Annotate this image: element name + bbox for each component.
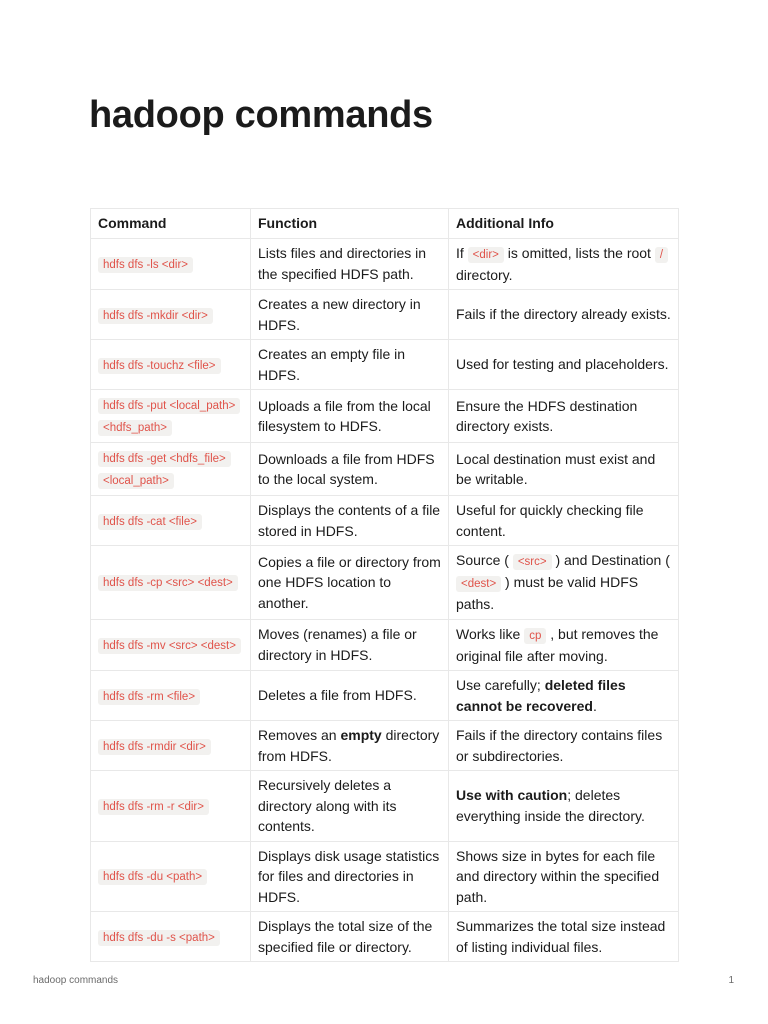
text-segment: Displays disk usage statistics for files and directories in HDFS. [258,847,440,905]
command-cell [91,238,251,290]
page-number: 1 [728,975,734,986]
command-code: hdfs dfs -mkdir <dir> [98,308,213,324]
text-segment: directory. [456,266,513,283]
function-cell [251,340,449,390]
text-segment: Useful for quickly checking file content. [456,502,644,539]
header-command: Command [91,209,251,239]
command-code: hdfs dfs -put <local_path> <hdfs_path> [98,398,240,436]
text-segment: Works like [456,625,525,642]
inline-code: / [655,247,668,263]
command-code: hdfs dfs -rm -r <dir> [98,799,209,815]
table-row [91,496,679,546]
function-cell [251,443,449,496]
table-row [91,390,679,443]
table-row [91,619,679,671]
bold-text: Use with caution [456,787,568,804]
command-cell [91,619,251,671]
command-code: hdfs dfs -touchz <file> [98,358,221,374]
commands-table [90,208,679,962]
table-row [91,771,679,842]
text-segment: ; deletes everything inside the directory. [456,787,645,824]
function-cell [251,290,449,340]
info-cell [449,290,679,340]
info-cell [449,671,679,721]
text-segment: Lists files and directories in the specified HDFS path. [258,245,427,282]
text-segment: Ensure the HDFS destination directory exists. [456,397,638,434]
command-code: hdfs dfs -mv <src> <dest> [98,638,241,654]
text-segment: Fails if the directory already exists. [456,306,671,323]
text-segment: Shows size in bytes for each file and directory within the specified path. [456,847,660,905]
command-cell [91,671,251,721]
command-code: hdfs dfs -rm <file> [98,689,200,705]
text-segment: , but removes the original file after moving. [456,625,659,664]
info-cell [449,546,679,620]
command-code: hdfs dfs -get <hdfs_file> <local_path> [98,451,231,489]
inline-code: <dest> [456,576,501,592]
table-row [91,290,679,340]
text-segment: Moves (renames) a file or directory in HDFS. [258,626,417,663]
text-segment: Recursively deletes a directory along with its contents. [258,777,397,834]
header-function: Function [251,209,449,239]
table-row [91,238,679,290]
text-segment: Displays the total size of the specified file or directory. [258,918,433,955]
info-cell [449,496,679,546]
text-segment: Uploads a file from the local filesystem to HDFS. [258,397,431,434]
info-cell [449,841,679,912]
text-segment: Used for testing and placeholders. [456,356,669,373]
command-cell [91,912,251,962]
info-cell [449,390,679,443]
command-code: hdfs dfs -du -s <path> [98,930,220,946]
function-cell [251,546,449,620]
page-title: hadoop commands [89,94,433,136]
text-segment: Local destination must exist and be writable. [456,450,656,487]
command-code: hdfs dfs -rmdir <dir> [98,739,211,755]
table-row [91,443,679,496]
text-segment: Downloads a file from HDFS to the local system. [258,450,435,487]
text-segment: Source ( [456,552,513,568]
text-segment: If [456,244,468,261]
table-row [91,671,679,721]
text-segment: Summarizes the total size instead of listing individual files. [456,918,666,955]
text-segment: Removes an [258,727,341,743]
header-additional-info: Additional Info [449,209,679,239]
table-header-row [91,209,679,239]
function-cell [251,390,449,443]
text-segment: ) must be valid HDFS paths. [456,574,639,612]
command-cell [91,390,251,443]
command-cell [91,496,251,546]
command-cell [91,443,251,496]
function-cell [251,841,449,912]
info-cell [449,771,679,842]
table-row [91,721,679,771]
text-segment: is omitted, lists the root [503,244,655,261]
command-code: hdfs dfs -cat <file> [98,514,202,530]
function-cell [251,771,449,842]
function-cell [251,721,449,771]
command-code: hdfs dfs -du <path> [98,869,207,885]
command-cell [91,290,251,340]
function-cell [251,912,449,962]
text-segment: . [592,697,597,714]
table-row [91,912,679,962]
info-cell [449,238,679,290]
command-cell [91,721,251,771]
text-segment: directory from HDFS. [258,727,440,764]
footer-doc-title: hadoop commands [33,975,119,986]
bold-text: deleted files cannot be recovered [456,677,626,714]
inline-code: <dir> [468,247,504,263]
command-cell [91,340,251,390]
function-cell [251,671,449,721]
function-cell [251,619,449,671]
command-cell [91,841,251,912]
text-segment: Displays the contents of a file stored in HDFS. [258,502,441,539]
function-cell [251,496,449,546]
table-body [91,238,679,962]
command-code: hdfs dfs -ls <dir> [98,257,193,273]
text-segment: Use carefully; [456,677,545,693]
info-cell [449,340,679,390]
text-segment: Deletes a file from HDFS. [258,687,417,704]
text-segment: Fails if the directory contains files or subdirectories. [456,727,663,764]
bold-text: empty [340,727,382,743]
table-row [91,546,679,620]
inline-code: <src> [513,554,552,570]
info-cell [449,443,679,496]
table-row [91,841,679,912]
text-segment: ) and Destination ( [551,552,670,568]
info-cell [449,619,679,671]
command-cell [91,771,251,842]
info-cell [449,912,679,962]
text-segment: Copies a file or directory from one HDFS location to another. [258,553,441,611]
inline-code: cp [524,628,546,644]
text-segment: Creates an empty file in HDFS. [258,346,406,383]
command-cell [91,546,251,620]
command-code: hdfs dfs -cp <src> <dest> [98,575,238,591]
text-segment: Creates a new directory in HDFS. [258,296,421,333]
table-row [91,340,679,390]
info-cell [449,721,679,771]
function-cell [251,238,449,290]
